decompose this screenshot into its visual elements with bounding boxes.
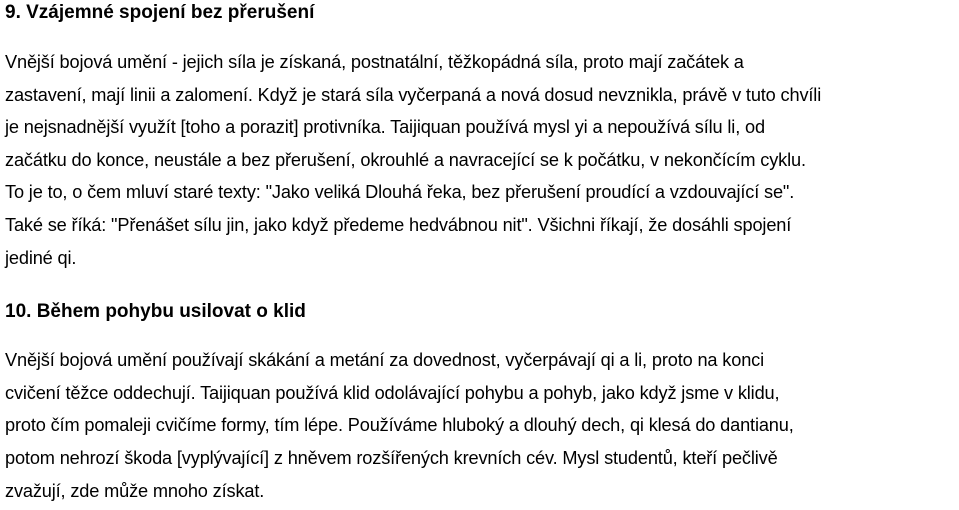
paragraph-line: je nejsnadnější využít [toho a porazit] protivníka. Taijiquan používá mysl yi a nepoužívá sílu li, od [5,117,765,138]
paragraph-line: zastavení, mají linii a zalomení. Když je stará síla vyčerpaná a nová dosud nevznikla, právě v tuto chvíli [5,84,822,105]
section-10-heading: 10. Během pohybu usilovat o klid [5,301,306,323]
paragraph-line: Také se říká: "Přenášet sílu jin, jako když předeme hedvábnou nit". Všichni říkají, že dosáhli spojení [5,214,792,235]
paragraph-line: proto čím pomaleji cvičíme formy, tím lépe. Používáme hluboký a dlouhý dech, qi klesá do dantianu, [5,415,794,436]
section-9-heading: 9. Vzájemné spojení bez přerušení [5,2,315,23]
paragraph-line: jediné qi. [5,247,77,268]
paragraph-line: Vnější bojová umění používají skákání a metání za dovednost, vyčerpávají qi a li, proto na konci [5,350,765,371]
paragraph-line: začátku do konce, neustále a bez přerušení, okrouhlé a navracející se k počátku, v nekončícím cyklu. [5,149,806,170]
section-10-paragraph [5,344,955,507]
paragraph-line: zvažují, zde může mnoho získat. [5,480,265,501]
paragraph-line: potom nehrozí škoda [vyplývající] z hněvem rozšířených krevních cév. Mysl studentů, kteří pečlivě [5,447,778,468]
paragraph-line: To je to, o čem mluví staré texty: "Jako veliká Dlouhá řeka, bez přerušení proudící a vzdouvající se". [5,182,795,203]
document-page [5,0,955,507]
section-9-paragraph [5,46,955,274]
paragraph-line: Vnější bojová umění - jejich síla je získaná, postnatální, těžkopádná síla, proto mají začátek a [5,52,744,72]
paragraph-line: cvičení těžce oddechují. Taijiquan používá klid odolávající pohybu a pohyb, jako když jsme v klidu, [5,382,780,403]
